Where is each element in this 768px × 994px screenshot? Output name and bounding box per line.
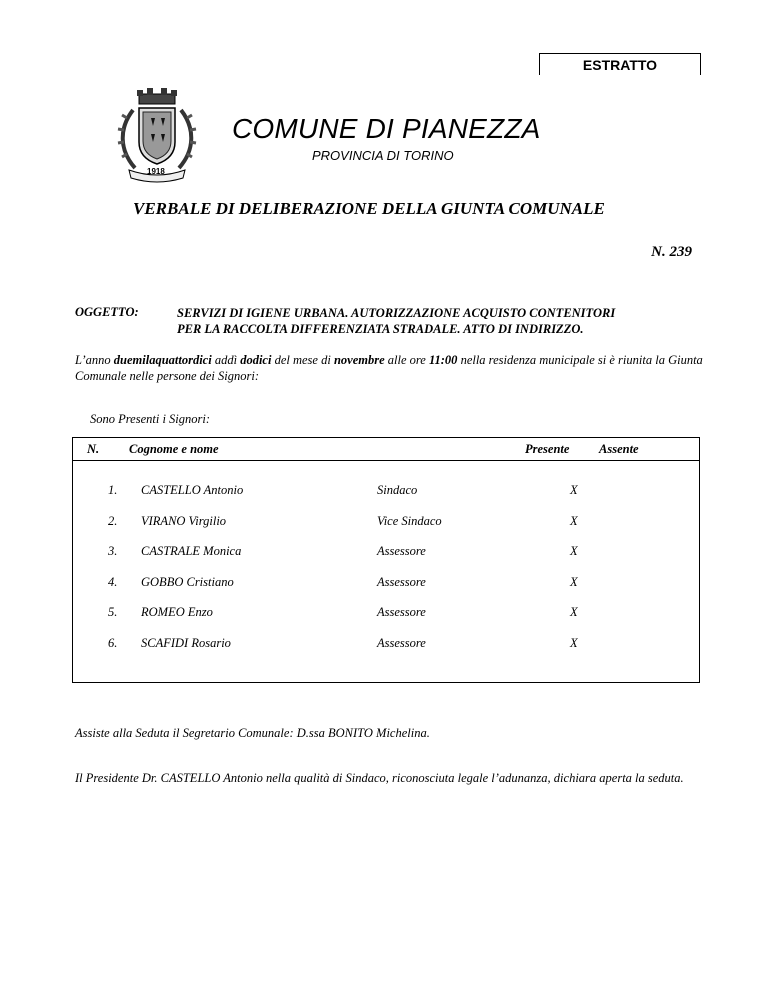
- presenti-label: Sono Presenti i Signori:: [90, 412, 211, 426]
- header-assente: Assente: [599, 442, 639, 456]
- row-n: 1.: [108, 483, 118, 497]
- row-n: 5.: [108, 605, 118, 619]
- intro-mese: novembre: [333, 353, 385, 367]
- row-ruolo: Assessore: [377, 544, 426, 558]
- municipal-crest-icon: [117, 88, 197, 184]
- intro-text: del mese di: [271, 353, 334, 367]
- row-presente: X: [570, 605, 578, 619]
- row-nome: CASTELLO Antonio: [141, 483, 244, 497]
- row-ruolo: Assessore: [377, 605, 426, 619]
- document-heading: VERBALE DI DELIBERAZIONE DELLA GIUNTA COMUNALE: [133, 199, 605, 218]
- oggetto-text: [177, 305, 717, 337]
- table-row: [73, 544, 699, 564]
- row-presente: X: [570, 575, 578, 589]
- header-nome: Cognome e nome: [129, 442, 219, 456]
- intro-text: alle ore: [384, 353, 429, 367]
- row-nome: CASTRALE Monica: [141, 544, 242, 558]
- row-presente: X: [570, 483, 578, 497]
- row-n: 4.: [108, 575, 118, 589]
- table-row: [73, 575, 699, 595]
- crest-banner-text: 1918: [147, 167, 165, 176]
- row-nome: ROMEO Enzo: [141, 605, 213, 619]
- row-ruolo: Assessore: [377, 636, 426, 650]
- page-title: COMUNE DI PIANEZZA: [232, 113, 541, 144]
- table-row: [73, 605, 699, 625]
- estratto-box: ESTRATTO: [539, 53, 701, 75]
- row-nome: VIRANO Virgilio: [141, 514, 227, 528]
- row-presente: X: [570, 514, 578, 528]
- row-ruolo: Assessore: [377, 575, 426, 589]
- attendance-table: [72, 437, 700, 683]
- row-presente: X: [570, 636, 578, 650]
- table-row: [73, 483, 699, 503]
- row-n: 2.: [108, 514, 118, 528]
- subtitle: PROVINCIA DI TORINO: [312, 148, 454, 163]
- intro-text: addì: [211, 353, 241, 367]
- header-presente: Presente: [525, 442, 570, 456]
- document-number: N. 239: [651, 244, 692, 260]
- intro-paragraph: [75, 352, 705, 384]
- oggetto-line-1: SERVIZI DI IGIENE URBANA. AUTORIZZAZIONE ACQUISTO CONTENITORI: [177, 306, 616, 320]
- row-nome: GOBBO Cristiano: [141, 575, 234, 589]
- row-presente: X: [570, 544, 578, 558]
- assiste-paragraph: Assiste alla Seduta il Segretario Comunale: D.ssa BONITO Michelina.: [75, 726, 430, 740]
- row-ruolo: Sindaco: [377, 483, 418, 497]
- row-ruolo: Vice Sindaco: [377, 514, 442, 528]
- intro-ore: 11:00: [428, 353, 458, 367]
- oggetto-line-2: PER LA RACCOLTA DIFFERENZIATA STRADALE. ATTO DI INDIRIZZO.: [177, 322, 584, 336]
- table-header: [73, 438, 699, 461]
- row-nome: SCAFIDI Rosario: [141, 636, 231, 650]
- oggetto-label: OGGETTO:: [75, 305, 139, 319]
- presidente-paragraph: Il Presidente Dr. CASTELLO Antonio nella qualità di Sindaco, riconosciuta legale l’adunanza, dichiara aperta la seduta.: [75, 771, 684, 785]
- intro-giorno: dodici: [240, 353, 272, 367]
- table-row: [73, 514, 699, 534]
- intro-anno: duemilaquattordici: [113, 353, 212, 367]
- intro-text: L’anno: [75, 353, 114, 367]
- intro-text: nella residenza municipale si è riunita la Giunta Comunale nelle persone dei Signori:: [75, 353, 703, 383]
- table-row: [73, 636, 699, 656]
- row-n: 6.: [108, 636, 118, 650]
- row-n: 3.: [108, 544, 118, 558]
- header-n: N.: [87, 442, 100, 456]
